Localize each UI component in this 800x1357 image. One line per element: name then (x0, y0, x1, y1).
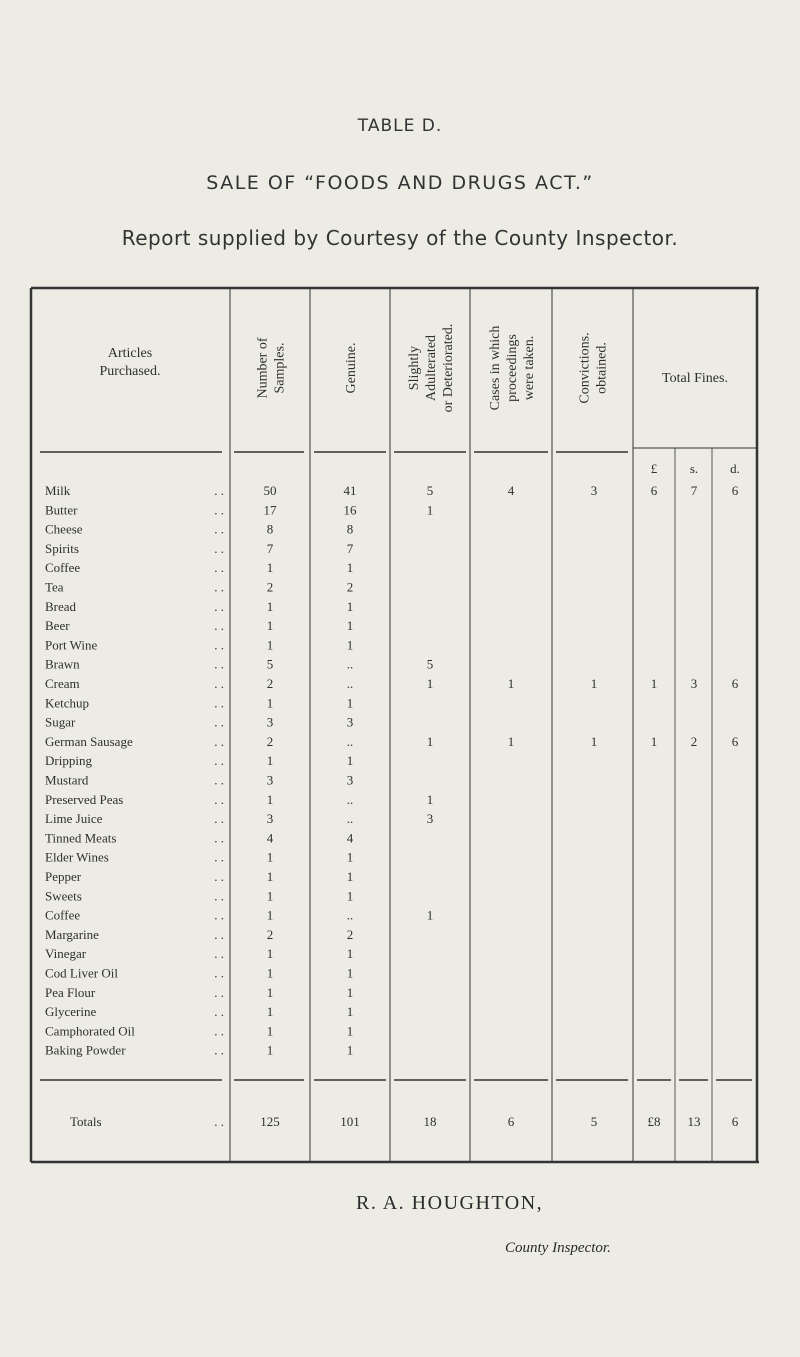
row-genuine: 1 (346, 1023, 354, 1039)
totals-samples: 125 (260, 1114, 280, 1129)
row-article: German Sausage (45, 733, 133, 749)
row-article: Baking Powder (45, 1042, 126, 1058)
row-samples: 5 (266, 656, 274, 672)
row-leader: . . (214, 811, 224, 827)
header-convictions: Convictions. (577, 332, 593, 404)
row-samples: 50 (263, 483, 277, 498)
header-convictions: obtained. (594, 342, 610, 394)
header-adulterated: Adulterated (424, 334, 439, 402)
row-leader: . . (214, 637, 224, 653)
row-article: Lime Juice (45, 811, 103, 827)
row-article: Vinegar (45, 946, 87, 962)
totals-leader: . . (214, 1114, 224, 1129)
totals-label: Totals (70, 1114, 102, 1129)
row-genuine: 1 (346, 849, 354, 865)
totals-adulterated: 18 (423, 1114, 437, 1129)
row-adulterated: 5 (426, 656, 434, 672)
row-convictions: 1 (590, 676, 598, 691)
header-cases: Cases in which (488, 325, 503, 411)
row-genuine: 8 (346, 521, 354, 537)
header-cases: were taken. (522, 335, 537, 401)
signature-title: County Inspector. (505, 1240, 611, 1256)
row-leader: . . (214, 1004, 224, 1020)
row-samples: 1 (266, 560, 274, 576)
row-article: Pepper (45, 869, 82, 884)
header-articles: Purchased. (99, 364, 161, 379)
row-leader: . . (214, 869, 224, 884)
totals-cases: 6 (507, 1114, 515, 1129)
row-article: Bread (45, 598, 77, 614)
row-samples: 1 (266, 598, 274, 614)
row-article: Tea (45, 579, 64, 595)
row-samples: 1 (266, 791, 274, 807)
row-samples: 2 (266, 926, 274, 942)
row-samples: 3 (266, 811, 274, 827)
row-pounds: 6 (650, 483, 658, 498)
row-genuine: 1 (346, 1042, 354, 1058)
row-article: Beer (45, 618, 70, 634)
row-leader: . . (214, 772, 224, 788)
row-article: Brawn (45, 656, 80, 672)
row-genuine: .. (346, 676, 354, 691)
row-genuine: 1 (346, 984, 354, 1000)
row-samples: 1 (266, 1042, 274, 1058)
row-samples: 4 (266, 830, 274, 846)
row-pence: 6 (731, 733, 739, 749)
report-note: Report supplied by Courtesy of the County Inspector. (121, 226, 679, 250)
row-genuine: 1 (346, 618, 354, 634)
row-adulterated: 1 (426, 733, 434, 749)
row-leader: . . (214, 502, 224, 518)
row-leader: . . (214, 753, 224, 769)
row-shillings: 3 (690, 676, 698, 691)
row-adulterated: 1 (426, 502, 434, 518)
row-samples: 7 (266, 540, 274, 556)
row-leader: . . (214, 714, 224, 730)
row-samples: 2 (266, 676, 274, 691)
row-leader: . . (214, 907, 224, 923)
row-adulterated: 5 (426, 483, 434, 498)
row-leader: . . (214, 656, 224, 672)
row-article: Spirits (45, 540, 79, 556)
row-article: Coffee (45, 907, 81, 923)
row-convictions: 1 (590, 733, 598, 749)
row-samples: 1 (266, 965, 274, 981)
header-adulterated: Slightly (407, 345, 422, 391)
row-convictions: 3 (590, 483, 598, 498)
row-genuine: 2 (346, 926, 354, 942)
row-adulterated: 3 (426, 811, 434, 827)
row-genuine: 3 (346, 772, 354, 788)
row-article: Milk (45, 483, 71, 498)
row-genuine: 1 (346, 1004, 354, 1020)
row-samples: 1 (266, 907, 274, 923)
row-shillings: 2 (690, 733, 698, 749)
row-genuine: 4 (346, 830, 354, 846)
row-genuine: 1 (346, 869, 354, 884)
row-article: Camphorated Oil (45, 1023, 135, 1039)
row-samples: 2 (266, 733, 274, 749)
row-genuine: .. (346, 791, 354, 807)
row-leader: . . (214, 830, 224, 846)
row-genuine: 1 (346, 946, 354, 962)
row-shillings: 7 (690, 483, 698, 498)
row-article: Pea Flour (45, 984, 96, 1000)
row-genuine: .. (346, 907, 354, 923)
row-genuine: 41 (343, 483, 357, 498)
row-adulterated: 1 (426, 676, 434, 691)
row-cases: 1 (507, 676, 515, 691)
row-article: Sweets (45, 888, 82, 904)
row-genuine: 1 (346, 598, 354, 614)
row-leader: . . (214, 521, 224, 537)
row-article: Butter (45, 502, 78, 518)
row-samples: 2 (266, 579, 274, 595)
row-leader: . . (214, 733, 224, 749)
row-article: Cheese (45, 521, 83, 537)
row-samples: 1 (266, 849, 274, 865)
row-article: Coffee (45, 560, 81, 576)
row-leader: . . (214, 695, 224, 711)
row-genuine: 1 (346, 753, 354, 769)
header-total-fines: Total Fines. (662, 371, 728, 386)
row-article: Ketchup (45, 695, 90, 711)
row-leader: . . (214, 849, 224, 865)
row-samples: 17 (263, 502, 277, 518)
row-samples: 1 (266, 1004, 274, 1020)
row-leader: . . (214, 560, 224, 576)
row-leader: . . (214, 791, 224, 807)
row-genuine: 7 (346, 540, 354, 556)
row-leader: . . (214, 618, 224, 634)
row-samples: 3 (266, 714, 274, 730)
row-pounds: 1 (650, 733, 658, 749)
header-samples: Number of (255, 337, 271, 399)
header-adulterated: or Deteriorated. (441, 323, 456, 413)
row-article: Glycerine (45, 1004, 97, 1020)
row-samples: 3 (266, 772, 274, 788)
row-leader: . . (214, 579, 224, 595)
row-leader: . . (214, 676, 224, 691)
row-leader: . . (214, 926, 224, 942)
row-article: Mustard (45, 772, 89, 788)
row-article: Margarine (45, 926, 99, 942)
row-article: Preserved Peas (45, 791, 124, 807)
row-article: Elder Wines (45, 849, 109, 865)
row-leader: . . (214, 946, 224, 962)
act-title: SALE OF “FOODS AND DRUGS ACT.” (206, 172, 594, 194)
totals-pounds: £8 (647, 1114, 661, 1129)
header-cases: proceedings (505, 334, 520, 402)
row-leader: . . (214, 965, 224, 981)
row-article: Cream (45, 676, 80, 691)
row-samples: 1 (266, 946, 274, 962)
totals-pence: 6 (731, 1114, 739, 1129)
row-cases: 4 (507, 483, 515, 498)
totals-convictions: 5 (590, 1114, 598, 1129)
row-samples: 1 (266, 695, 274, 711)
row-genuine: 1 (346, 888, 354, 904)
table-text (45, 324, 740, 1129)
row-pounds: 1 (650, 676, 658, 691)
row-genuine: .. (346, 656, 354, 672)
row-samples: 1 (266, 618, 274, 634)
row-genuine: 16 (343, 502, 357, 518)
unit-pence: d. (730, 461, 740, 476)
row-samples: 1 (266, 869, 274, 884)
row-samples: 1 (266, 1023, 274, 1039)
row-adulterated: 1 (426, 907, 434, 923)
row-adulterated: 1 (426, 791, 434, 807)
row-article: Cod Liver Oil (45, 965, 118, 981)
row-genuine: 2 (346, 579, 354, 595)
header-samples: Samples. (272, 342, 288, 394)
row-leader: . . (214, 888, 224, 904)
unit-pounds: £ (650, 461, 658, 476)
totals-shillings: 13 (687, 1114, 701, 1129)
row-article: Sugar (45, 714, 76, 730)
row-genuine: .. (346, 811, 354, 827)
row-genuine: 1 (346, 637, 354, 653)
totals-genuine: 101 (340, 1114, 360, 1129)
row-leader: . . (214, 1023, 224, 1039)
row-article: Dripping (45, 753, 92, 769)
row-article: Tinned Meats (45, 830, 117, 846)
row-samples: 1 (266, 753, 274, 769)
signature-name: R. A. HOUGHTON, (356, 1192, 544, 1214)
row-leader: . . (214, 540, 224, 556)
row-leader: . . (214, 984, 224, 1000)
row-cases: 1 (507, 733, 515, 749)
row-leader: . . (214, 598, 224, 614)
row-genuine: 1 (346, 965, 354, 981)
row-genuine: 1 (346, 560, 354, 576)
row-samples: 1 (266, 637, 274, 653)
row-pence: 6 (731, 483, 739, 498)
row-genuine: .. (346, 733, 354, 749)
row-leader: . . (214, 1042, 224, 1058)
row-leader: . . (214, 483, 224, 498)
row-genuine: 1 (346, 695, 354, 711)
row-pence: 6 (731, 676, 739, 691)
table-label: TABLE D. (357, 116, 443, 136)
header-articles: Articles (107, 346, 153, 361)
row-samples: 8 (266, 521, 274, 537)
row-samples: 1 (266, 984, 274, 1000)
row-article: Port Wine (45, 637, 98, 653)
row-genuine: 3 (346, 714, 354, 730)
row-samples: 1 (266, 888, 274, 904)
header-genuine: Genuine. (344, 342, 359, 394)
table-rules (31, 288, 759, 1162)
unit-shillings: s. (689, 461, 699, 476)
